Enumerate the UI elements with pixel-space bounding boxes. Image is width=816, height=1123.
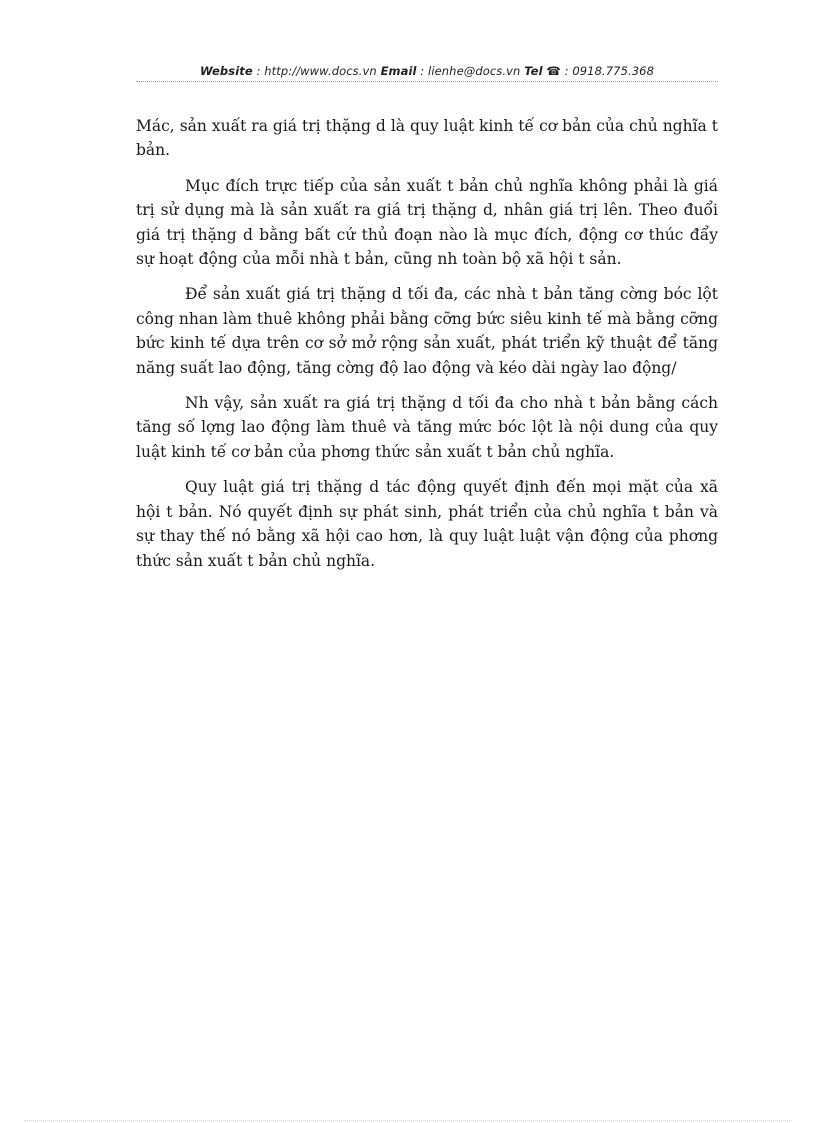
page-header [136,64,718,78]
header-divider [136,81,718,82]
website-label: Website [199,64,253,78]
footer-divider [24,1120,792,1121]
paragraph-2: Mục đích trực tiếp của sản xuất t bản chủ nghĩa không phải là giá trị sử dụng mà là sản xuất ra giá trị thặng d, nhân giá trị lên. Theo đuổi giá trị thặng d bằng bất cứ thủ đoạn nào là mục đích, động cơ thúc đẩy sự hoạt động của mỗi nhà t bản, cũng nh toàn bộ xã hội t sản. [136,176,718,269]
tel-label: Tel [524,64,543,78]
document-body [136,114,718,584]
paragraph-3: Để sản xuất giá trị thặng d tối đa, các nhà t bản tăng cờng bóc lột công nhan làm thuê không phải bằng cỡng bức siêu kinh tế mà bằng cỡng bức kinh tế dựa trên cơ sở mở rộng sản xuất, phát triển kỹ thuật để tăng năng suất lao động, tăng cờng độ lao động và kéo dài ngày lao động/ [136,285,718,377]
paragraph-5: Quy luật giá trị thặng d tác động quyết định đến mọi mặt của xã hội t bản. Nó quyết định sự phát sinh, phát triển của chủ nghĩa t bản và sự thay thế nó bằng xã hội cao hơn, là quy luật luật vận động của phơng thức sản xuất t bản chủ nghĩa. [136,478,718,570]
tel-value: : 0918.775.368 [560,64,654,78]
paragraph-1: Mác, sản xuất ra giá trị thặng d là quy luật kinh tế cơ bản của chủ nghĩa t bản. [136,117,718,160]
paragraph-4: Nh vậy, sản xuất ra giá trị thặng d tối đa cho nhà t bản bằng cách tăng số lợng lao động làm thuê và tăng mức bóc lột là nội dung của quy luật kinh tế cơ bản của phơng thức sản xuất t bản chủ nghĩa. [136,394,718,461]
website-link[interactable]: : http://www.docs.vn [252,64,381,78]
email-label: Email [380,64,417,78]
email-link[interactable]: : lienhe@docs.vn [416,64,525,78]
phone-icon: ☎ [546,64,561,78]
